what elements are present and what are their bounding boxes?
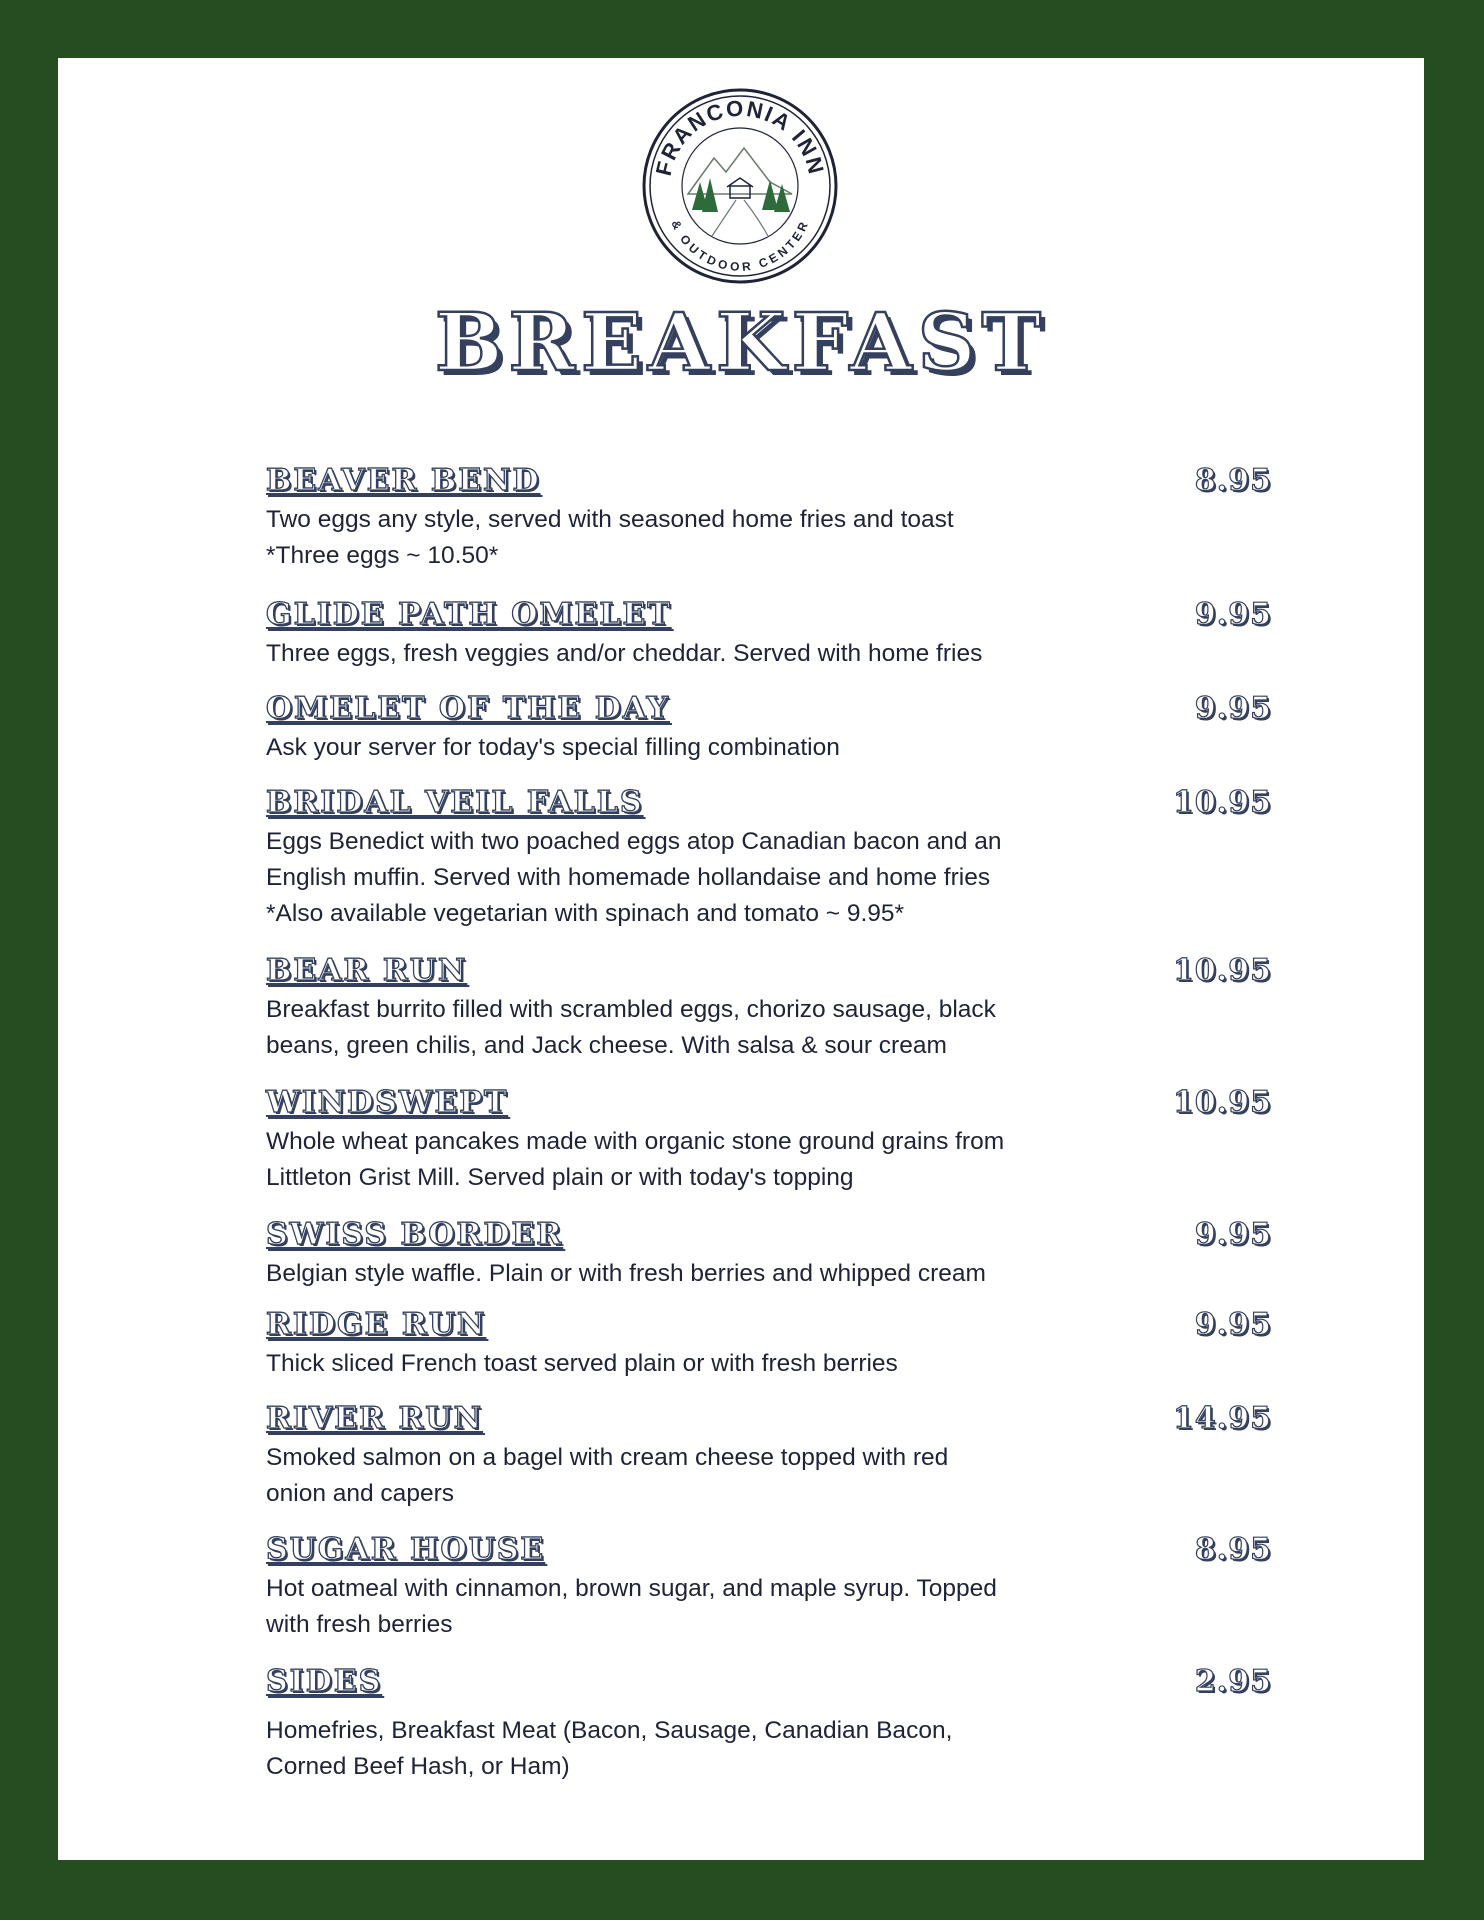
menu-item-header bbox=[266, 690, 1272, 730]
menu-item-header bbox=[266, 1306, 1272, 1346]
page-title: BREAKFAST bbox=[434, 295, 1048, 389]
menu-item-description: Whole wheat pancakes made with organic stone ground grains from bbox=[266, 1128, 1005, 1155]
menu-item-header bbox=[266, 1531, 1272, 1571]
menu-item-price: 9.95 bbox=[1194, 597, 1272, 632]
logo-name-bottom: & OUTDOOR CENTER bbox=[668, 218, 812, 275]
menu-item-price: 14.95 bbox=[1173, 1401, 1272, 1436]
menu-item bbox=[266, 1400, 1272, 1512]
menu-item-name: RIVER RUN bbox=[266, 1401, 483, 1436]
logo-name-top: FRANCONIA INN bbox=[650, 95, 830, 179]
menu-item-price: 2.95 bbox=[1194, 1664, 1272, 1699]
svg-text:FRANCONIA INN bbox=[651, 96, 830, 178]
menu-item-header bbox=[266, 1400, 1272, 1440]
menu-item-price: 8.95 bbox=[1194, 463, 1272, 498]
menu-item bbox=[266, 462, 1272, 574]
menu-item-name: SUGAR HOUSE bbox=[266, 1532, 546, 1567]
menu-item-price: 9.95 bbox=[1194, 1217, 1272, 1252]
menu-item bbox=[266, 784, 1272, 932]
logo-lettering bbox=[640, 86, 840, 286]
menu-item-description: Thick sliced French toast served plain or with fresh berries bbox=[266, 1350, 898, 1377]
svg-text:& OUTDOOR CENTER bbox=[669, 218, 812, 274]
menu-item-description: Eggs Benedict with two poached eggs atop Canadian bacon and an bbox=[266, 828, 1002, 855]
menu-item-header bbox=[266, 462, 1272, 502]
menu-item-description: Ask your server for today's special filling combination bbox=[266, 734, 840, 761]
menu-item-header bbox=[266, 1216, 1272, 1256]
menu-item bbox=[266, 1216, 1272, 1292]
menu-item-name: BRIDAL VEIL FALLS bbox=[266, 785, 644, 820]
menu-item-description: onion and capers bbox=[266, 1480, 454, 1507]
menu-item-description: Corned Beef Hash, or Ham) bbox=[266, 1753, 570, 1780]
menu-item bbox=[266, 1084, 1272, 1196]
menu-item-description: Two eggs any style, served with seasoned home fries and toast bbox=[266, 506, 954, 533]
menu-page bbox=[58, 58, 1424, 1860]
menu-item-price: 10.95 bbox=[1173, 1085, 1272, 1120]
menu-item-name: BEAR RUN bbox=[266, 953, 468, 988]
menu-item-price: 9.95 bbox=[1194, 691, 1272, 726]
menu-item-name: BEAVER BEND bbox=[266, 463, 541, 498]
menu-item bbox=[266, 1531, 1272, 1643]
menu-item bbox=[266, 1306, 1272, 1382]
menu-item-description: with fresh berries bbox=[266, 1611, 453, 1638]
menu-item-header bbox=[266, 1084, 1272, 1124]
menu-item-name: RIDGE RUN bbox=[266, 1307, 487, 1342]
menu-item-description: Homefries, Breakfast Meat (Bacon, Sausage, Canadian Bacon, bbox=[266, 1717, 953, 1744]
menu-item-header bbox=[266, 1663, 1272, 1703]
menu-item-note: *Three eggs ~ 10.50* bbox=[266, 542, 499, 569]
menu-item bbox=[266, 1663, 1272, 1785]
menu-item-note: *Also available vegetarian with spinach and tomato ~ 9.95* bbox=[266, 900, 905, 927]
menu-item-header bbox=[266, 596, 1272, 636]
menu-item-price: 10.95 bbox=[1173, 785, 1272, 820]
menu-item bbox=[266, 952, 1272, 1064]
menu-item-description: Smoked salmon on a bagel with cream cheese topped with red bbox=[266, 1444, 949, 1471]
menu-item-price: 9.95 bbox=[1194, 1307, 1272, 1342]
menu-item-description: Breakfast burrito filled with scrambled eggs, chorizo sausage, black bbox=[266, 996, 996, 1023]
menu-item bbox=[266, 690, 1272, 766]
menu-item-description: English muffin. Served with homemade hollandaise and home fries bbox=[266, 864, 991, 891]
menu-item-name: GLIDE PATH OMELET bbox=[266, 597, 672, 632]
menu-item-name: OMELET OF THE DAY bbox=[266, 691, 671, 726]
menu-item-header bbox=[266, 784, 1272, 824]
menu-item-price: 10.95 bbox=[1173, 953, 1272, 988]
menu-item-description: beans, green chilis, and Jack cheese. With salsa & sour cream bbox=[266, 1032, 947, 1059]
menu-item-description: Three eggs, fresh veggies and/or cheddar. Served with home fries bbox=[266, 640, 983, 667]
menu-item-name: SWISS BORDER bbox=[266, 1217, 564, 1252]
menu-item-description: Belgian style waffle. Plain or with fresh berries and whipped cream bbox=[266, 1260, 986, 1287]
menu-item-header bbox=[266, 952, 1272, 992]
menu-item-description: Littleton Grist Mill. Served plain or with today's topping bbox=[266, 1164, 854, 1191]
menu-item-name: WINDSWEPT bbox=[266, 1085, 509, 1120]
menu-item-price: 8.95 bbox=[1194, 1532, 1272, 1567]
franconia-inn-logo bbox=[640, 86, 840, 286]
menu-item-name: SIDES bbox=[266, 1664, 383, 1699]
menu-item-description: Hot oatmeal with cinnamon, brown sugar, and maple syrup. Topped bbox=[266, 1575, 997, 1602]
menu-item bbox=[266, 596, 1272, 672]
